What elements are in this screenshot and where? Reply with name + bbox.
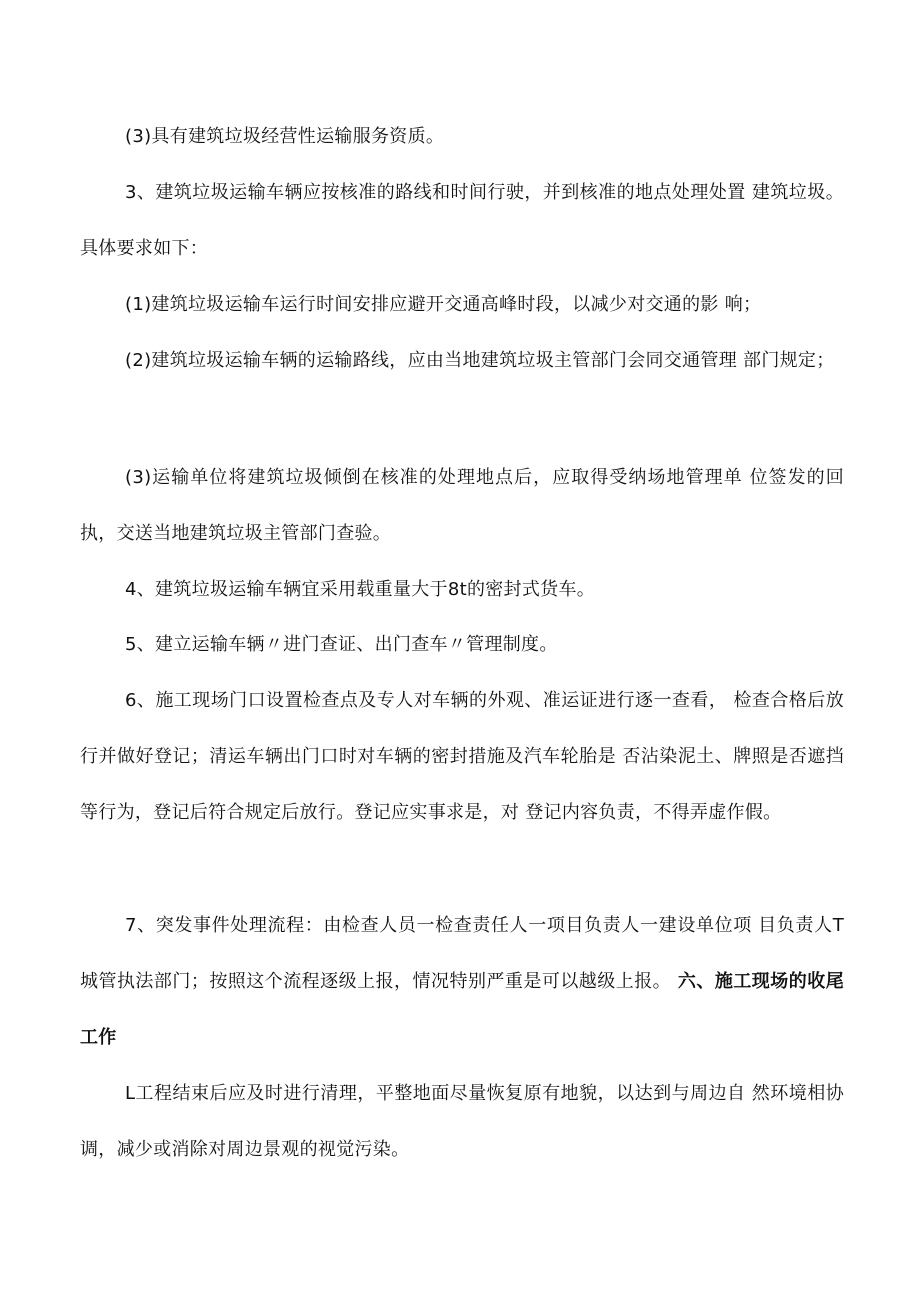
paragraph-gate-checkpoint <box>80 673 844 841</box>
paragraph-receipt <box>80 450 844 562</box>
paragraph-vehicle-inspection-system <box>80 617 844 673</box>
paragraph-site-cleanup <box>80 1066 844 1178</box>
paragraph-text: (3)运输单位将建筑垃圾倾倒在核准的处理地点后，应取得受纳场地管理单 位签发的回执，交送当地建筑垃圾主管部门查验。 <box>80 467 844 544</box>
paragraph-text: L工程结束后应及时进行清理，平整地面尽量恢复原有地貌，以达到与周边自 然环境相协调，减少或消除对周边景观的视觉污染。 <box>80 1083 844 1160</box>
paragraph-text: (2)建筑垃圾运输车辆的运输路线，应由当地建筑垃圾主管部门会同交通管理 部门规定； <box>125 350 835 371</box>
paragraph-text: 3、建筑垃圾运输车辆应按核准的路线和时间行驶，并到核准的地点处理处置 建筑垃圾。具体要求如下： <box>80 182 844 259</box>
paragraph-route-requirements <box>80 165 844 277</box>
section-heading-closing-work: 六、施工现场的收尾工作 <box>80 971 845 1048</box>
paragraph-operating-time <box>80 277 844 333</box>
paragraph-transport-route <box>80 333 844 389</box>
paragraph-emergency-process <box>80 898 844 1066</box>
paragraph-text: (3)具有建筑垃圾经营性运输服务资质。 <box>125 126 445 147</box>
paragraph-text: 5、建立运输车辆〃进门查证、出门查车〃管理制度。 <box>125 634 558 655</box>
paragraph-text: 4、建筑垃圾运输车辆宜采用载重量大于8t的密封式货车。 <box>125 579 596 600</box>
paragraph-qualification <box>80 109 844 165</box>
paragraph-text: 6、施工现场门口设置检查点及专人对车辆的外观、准运证进行逐一查看， 检查合格后放行并做好登记；清运车辆出门口时对车辆的密封措施及汽车轮胎是 否沾染泥土、牌照是否遮挡等行为，登记后符合规定后放行。登记应实事求是，对 登记内容负责，不得弄虚作假。 <box>80 690 844 823</box>
paragraph-sealed-truck <box>80 562 844 618</box>
paragraph-text: 7、突发事件处理流程：由检查人员一检查责任人一项目负责人一建设单位项 目负责人T城管执法部门；按照这个流程逐级上报，情况特别严重是可以越级上报。 <box>80 915 844 992</box>
paragraph-text: (1)建筑垃圾运输车运行时间安排应避开交通高峰时段，以减少对交通的影 响； <box>125 294 762 315</box>
